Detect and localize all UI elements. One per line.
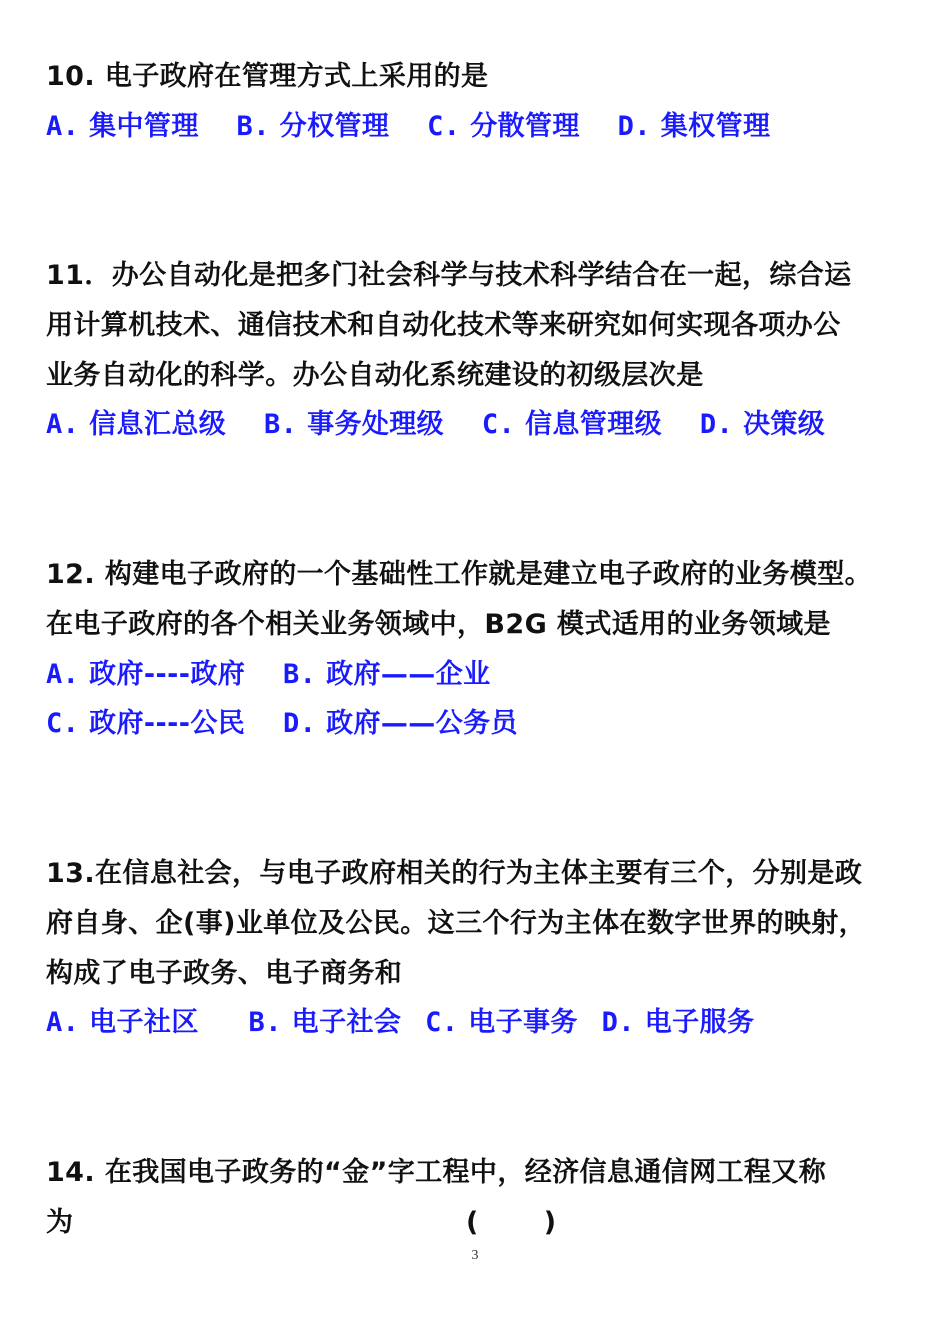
option-d: D. 政府——公务员	[282, 708, 518, 740]
question-text-line: 业务自动化的科学。办公自动化系统建设的初级层次是	[46, 359, 704, 391]
option-b: B. 政府——企业	[282, 658, 491, 690]
question-text-line: 12. 构建电子政府的一个基础性工作就是建立电子政府的业务模型。	[46, 559, 873, 590]
option-c: C. 信息管理级	[481, 409, 662, 441]
options-row	[46, 400, 910, 450]
option-b: B. 电子社会	[248, 1007, 402, 1039]
option-c: C. 政府----公民	[46, 708, 246, 740]
option-b: B. 事务处理级	[263, 409, 445, 441]
question-text-line: 在电子政府的各个相关业务领域中，B2G 模式适用的业务领域是	[46, 608, 831, 640]
option-d: D. 集权管理	[617, 110, 771, 142]
options-row	[46, 998, 910, 1048]
question-10	[46, 52, 910, 152]
option-a: A. 政府----政府	[46, 658, 246, 690]
options-row	[46, 650, 910, 700]
question-11	[46, 251, 910, 450]
question-text-line: 构成了电子政务、电子商务和	[46, 957, 403, 989]
question-text-line: 10. 电子政府在管理方式上采用的是	[46, 61, 489, 92]
question-text-line: 为 ( )	[46, 1198, 910, 1248]
question-text-line: 用计算机技术、通信技术和自动化技术等来研究如何实现各项办公	[46, 309, 841, 341]
option-d: D. 决策级	[699, 409, 826, 441]
option-d: D. 电子服务	[601, 1007, 755, 1039]
options-row	[46, 102, 910, 152]
question-text-line: 府自身、企(事)业单位及公民。这三个行为主体在数字世界的映射，	[46, 907, 867, 939]
page-number: 3	[471, 1248, 479, 1263]
option-a: A. 电子社区	[46, 1007, 199, 1039]
question-13	[46, 849, 910, 1048]
question-text-line: 13.在信息社会，与电子政府相关的行为主体主要有三个，分别是政	[46, 858, 863, 889]
option-c: C. 电子事务	[425, 1007, 578, 1039]
question-12	[46, 550, 910, 749]
option-a: A. 集中管理	[46, 110, 199, 142]
question-text-line: 14. 在我国电子政务的“金”字工程中，经济信息通信网工程又称	[46, 1157, 827, 1188]
option-a: A. 信息汇总级	[46, 409, 227, 441]
option-b: B. 分权管理	[236, 110, 390, 142]
question-14	[46, 1148, 910, 1248]
option-c: C. 分散管理	[427, 110, 580, 142]
options-row	[46, 699, 910, 749]
answer-blank: ( )	[466, 1206, 585, 1238]
question-text-line: 11．办公自动化是把多门社会科学与技术科学结合在一起，综合运	[46, 260, 852, 291]
